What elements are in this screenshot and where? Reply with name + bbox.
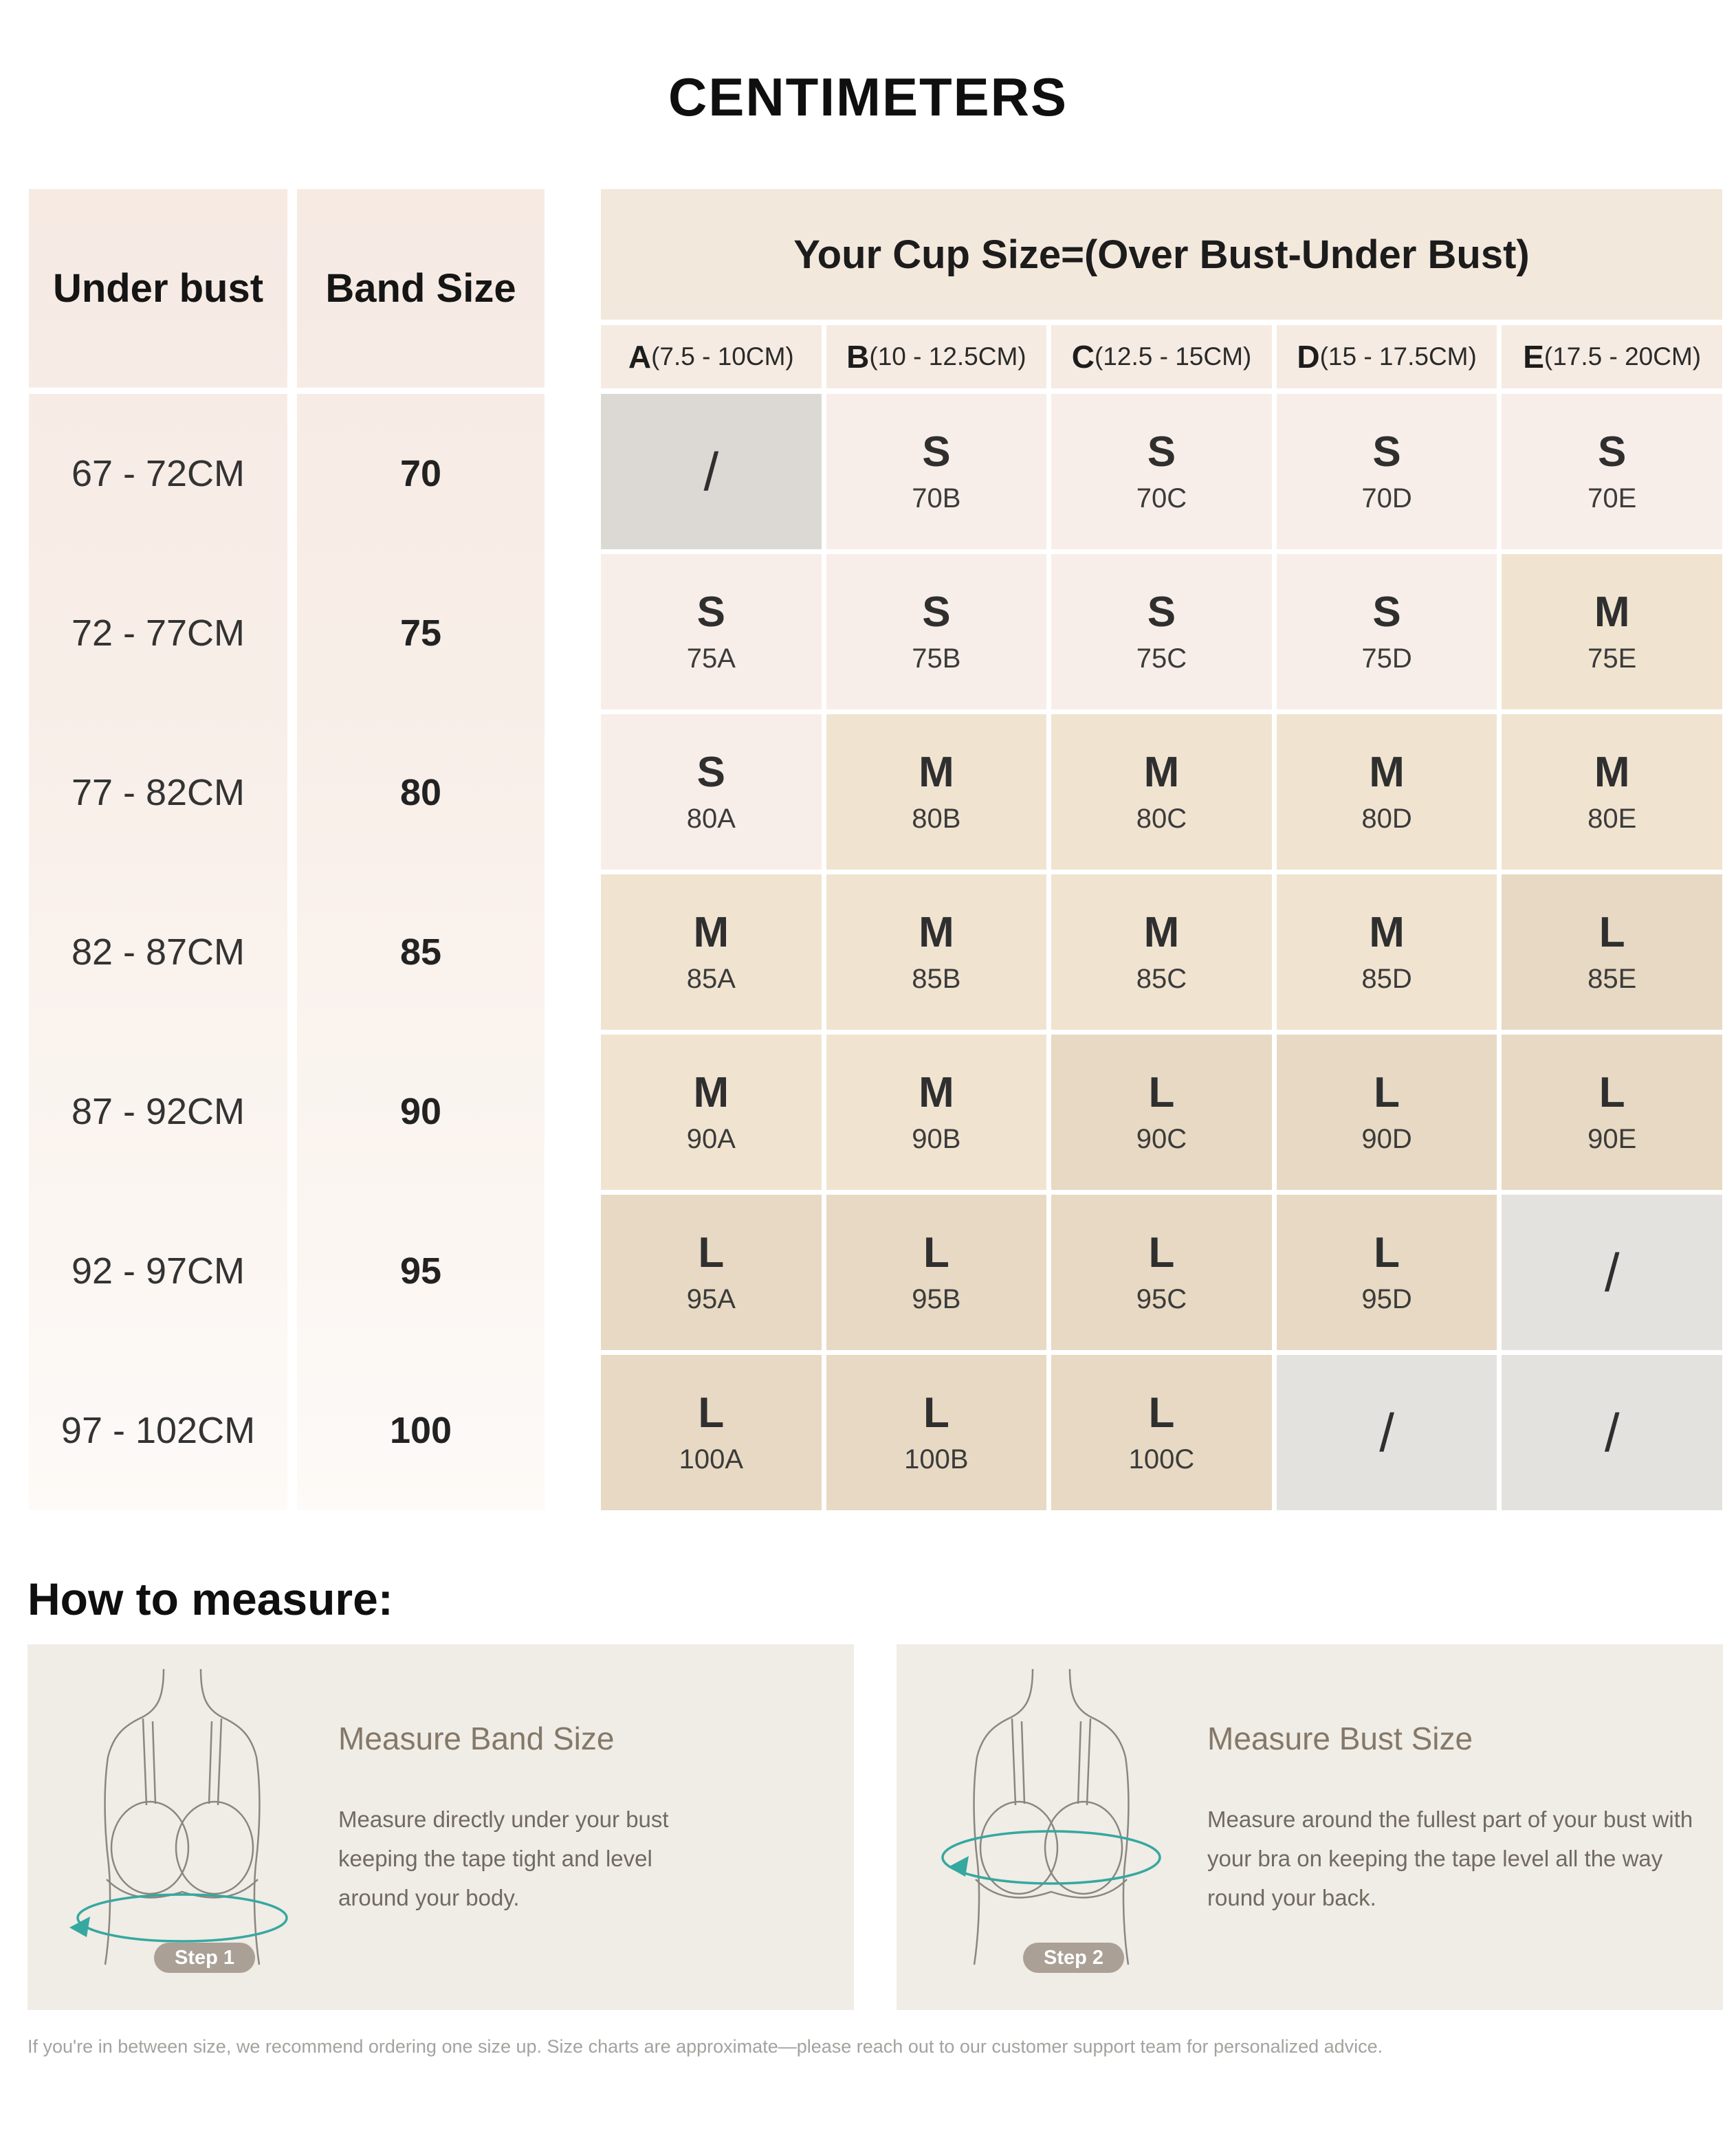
- size-cell: [1051, 1355, 1272, 1510]
- bandsize-header: Band Size: [325, 266, 516, 311]
- cup-column-header: [601, 325, 822, 388]
- size-cell: [1277, 554, 1497, 709]
- size-letter: M: [919, 749, 954, 796]
- cup-letter: A: [628, 339, 652, 375]
- size-cell: [1051, 714, 1272, 870]
- size-code: 90D: [1361, 1124, 1412, 1154]
- cup-size-rows: [601, 394, 1722, 1510]
- size-cell: [1277, 1195, 1497, 1350]
- size-letter: /: [1379, 1402, 1394, 1463]
- cup-range: (10 - 12.5CM): [869, 342, 1026, 371]
- size-cell: [1051, 874, 1272, 1030]
- underbust-column: [29, 189, 287, 1510]
- bra-band-measure-icon: [65, 1664, 299, 1966]
- size-code: 100A: [679, 1444, 743, 1475]
- size-chart: [29, 189, 1722, 1510]
- size-cell: [1277, 714, 1497, 870]
- table-row: [601, 554, 1722, 709]
- size-code: 80D: [1361, 804, 1412, 834]
- size-cell: [1502, 874, 1722, 1030]
- size-code: 85B: [912, 964, 961, 994]
- table-row-label: 97 - 102CM: [61, 1410, 256, 1451]
- size-letter: M: [693, 909, 729, 956]
- size-cell: [1051, 394, 1272, 549]
- measure-bust-card: [897, 1644, 1723, 2010]
- size-letter: /: [1604, 1402, 1620, 1463]
- size-cell: [1502, 1195, 1722, 1350]
- size-code: 100C: [1128, 1444, 1195, 1475]
- size-cell: [1277, 874, 1497, 1030]
- size-letter: M: [1143, 749, 1180, 796]
- cup-range: (17.5 - 20CM): [1543, 342, 1702, 371]
- size-code: 80A: [686, 804, 736, 834]
- size-cell: [601, 394, 822, 549]
- bandsize-rows: [297, 388, 545, 1510]
- size-cell: [826, 394, 1047, 549]
- size-letter: M: [693, 1069, 729, 1116]
- size-letter: L: [1598, 1069, 1625, 1116]
- size-code: 75A: [686, 643, 736, 674]
- table-row-label: 72 - 77CM: [71, 612, 245, 654]
- size-code: 85E: [1587, 964, 1637, 994]
- size-code: 95B: [912, 1284, 961, 1314]
- size-letter: L: [923, 1389, 949, 1437]
- size-cell: [826, 1195, 1047, 1350]
- size-letter: S: [922, 428, 951, 476]
- table-row-label: 82 - 87CM: [71, 931, 245, 973]
- size-code: 75D: [1361, 643, 1412, 674]
- table-row: [601, 874, 1722, 1030]
- table-row-label: 77 - 82CM: [71, 772, 245, 813]
- size-letter: S: [1597, 428, 1627, 476]
- table-row: [601, 1195, 1722, 1350]
- size-code: 90A: [686, 1124, 736, 1154]
- table-row: [601, 394, 1722, 549]
- table-row: [601, 1035, 1722, 1190]
- size-letter: M: [919, 1069, 954, 1116]
- size-cell: [601, 554, 822, 709]
- size-code: 85C: [1136, 964, 1187, 994]
- size-letter: L: [698, 1229, 725, 1277]
- cup-letter: E: [1523, 339, 1544, 375]
- size-cell: [826, 714, 1047, 870]
- step-badge: Step 2: [1023, 1943, 1124, 1973]
- size-cell: [1051, 1035, 1272, 1190]
- size-code: 75E: [1587, 643, 1637, 674]
- size-letter: L: [1148, 1069, 1175, 1116]
- size-letter: L: [1374, 1069, 1400, 1116]
- cup-size-header: Your Cup Size=(Over Bust-Under Bust): [601, 189, 1722, 320]
- size-code: 85D: [1361, 964, 1412, 994]
- size-code: 70D: [1361, 483, 1412, 514]
- card-title: Measure Bust Size: [1207, 1721, 1473, 1756]
- size-letter: S: [1372, 588, 1401, 636]
- size-letter: M: [1594, 588, 1630, 636]
- size-cell: [1502, 394, 1722, 549]
- table-row-label: 100: [389, 1410, 452, 1451]
- table-row-label: 85: [399, 931, 442, 973]
- size-cell: [601, 874, 822, 1030]
- size-code: 80B: [912, 804, 961, 834]
- table-row: [601, 1355, 1722, 1510]
- size-cell: [1051, 554, 1272, 709]
- size-letter: M: [919, 909, 954, 956]
- cup-letter: C: [1071, 339, 1095, 375]
- size-cell: [1502, 714, 1722, 870]
- size-cell: [1277, 394, 1497, 549]
- size-letter: /: [1604, 1242, 1620, 1303]
- card-body: Measure around the fullest part of your bust with your bra on keeping the tape level all the way round your back.: [1207, 1807, 1693, 1910]
- size-code: 75C: [1136, 643, 1187, 674]
- table-row-label: 67 - 72CM: [71, 453, 245, 494]
- card-title: Measure Band Size: [338, 1721, 615, 1756]
- table-row-label: 87 - 92CM: [71, 1091, 245, 1132]
- size-letter: S: [1147, 428, 1176, 476]
- cup-letter: B: [846, 339, 870, 375]
- size-cell: [826, 1355, 1047, 1510]
- table-row-label: 95: [399, 1250, 442, 1292]
- cup-range: (12.5 - 15CM): [1094, 342, 1252, 371]
- size-cell: [1277, 1035, 1497, 1190]
- size-letter: S: [922, 588, 951, 636]
- size-cell: [1502, 1355, 1722, 1510]
- size-code: 95D: [1361, 1284, 1412, 1314]
- size-code: 95C: [1136, 1284, 1187, 1314]
- underbust-rows: [29, 388, 287, 1510]
- table-row-label: 70: [399, 453, 442, 494]
- size-letter: S: [1372, 428, 1401, 476]
- bandsize-column: [297, 189, 545, 1510]
- bra-bust-measure-icon: [934, 1664, 1168, 1966]
- size-letter: L: [1148, 1229, 1175, 1277]
- page-title: CENTIMETERS: [668, 67, 1068, 127]
- size-letter: S: [696, 749, 725, 796]
- table-row-label: 92 - 97CM: [71, 1250, 245, 1292]
- size-cell: [826, 1035, 1047, 1190]
- size-letter: M: [1143, 909, 1180, 956]
- size-code: 90E: [1587, 1124, 1637, 1154]
- size-code: 100B: [904, 1444, 969, 1475]
- size-cell: [826, 554, 1047, 709]
- size-letter: /: [703, 441, 719, 502]
- size-cell: [601, 1195, 822, 1350]
- size-cell: [601, 714, 822, 870]
- size-letter: L: [1374, 1229, 1400, 1277]
- cup-column-header: [1051, 325, 1272, 388]
- size-letter: S: [696, 588, 725, 636]
- size-code: 85A: [686, 964, 736, 994]
- size-code: 80C: [1136, 804, 1187, 834]
- size-code: 70C: [1136, 483, 1187, 514]
- size-letter: L: [698, 1389, 725, 1437]
- size-cell: [1502, 554, 1722, 709]
- size-letter: M: [1594, 749, 1630, 796]
- measure-cards: [28, 1644, 1723, 2010]
- size-letter: M: [1369, 909, 1405, 956]
- cup-range: (7.5 - 10CM): [651, 342, 794, 371]
- card-body: Measure directly under your bust keeping the tape tight and level around your body.: [338, 1807, 669, 1910]
- size-code: 90B: [912, 1124, 961, 1154]
- size-letter: L: [1148, 1389, 1175, 1437]
- size-letter: S: [1147, 588, 1176, 636]
- cup-range: (15 - 17.5CM): [1319, 342, 1477, 371]
- underbust-header: Under bust: [52, 266, 264, 311]
- cup-column-header: [1502, 325, 1722, 388]
- size-code: 90C: [1136, 1124, 1187, 1154]
- size-code: 70B: [912, 483, 961, 514]
- table-row-label: 80: [399, 772, 442, 813]
- size-code: 75B: [912, 643, 961, 674]
- cup-letter: D: [1297, 339, 1320, 375]
- size-cell: [601, 1355, 822, 1510]
- size-code: 80E: [1587, 804, 1637, 834]
- cup-column-headers: [601, 325, 1722, 388]
- step-badge: Step 1: [154, 1943, 255, 1973]
- footer-note: If you're in between size, we recommend ordering one size up. Size charts are approximate—please reach out to our customer support team for personalized advice.: [28, 2036, 1383, 2057]
- size-code: 70E: [1587, 483, 1637, 514]
- how-to-measure-heading: How to measure:: [28, 1574, 393, 1624]
- table-row-label: 75: [399, 612, 442, 654]
- size-cell: [601, 1035, 822, 1190]
- cup-size-grid: [601, 189, 1722, 1510]
- table-row-label: 90: [399, 1091, 442, 1132]
- size-letter: L: [1598, 909, 1625, 956]
- size-cell: [1502, 1035, 1722, 1190]
- cup-column-header: [1277, 325, 1497, 388]
- size-letter: M: [1369, 749, 1405, 796]
- size-code: 95A: [686, 1284, 736, 1314]
- measure-band-card: [28, 1644, 854, 2010]
- size-cell: [826, 874, 1047, 1030]
- table-row: [601, 714, 1722, 870]
- size-cell: [1051, 1195, 1272, 1350]
- size-cell: [1277, 1355, 1497, 1510]
- cup-column-header: [826, 325, 1047, 388]
- size-letter: L: [923, 1229, 949, 1277]
